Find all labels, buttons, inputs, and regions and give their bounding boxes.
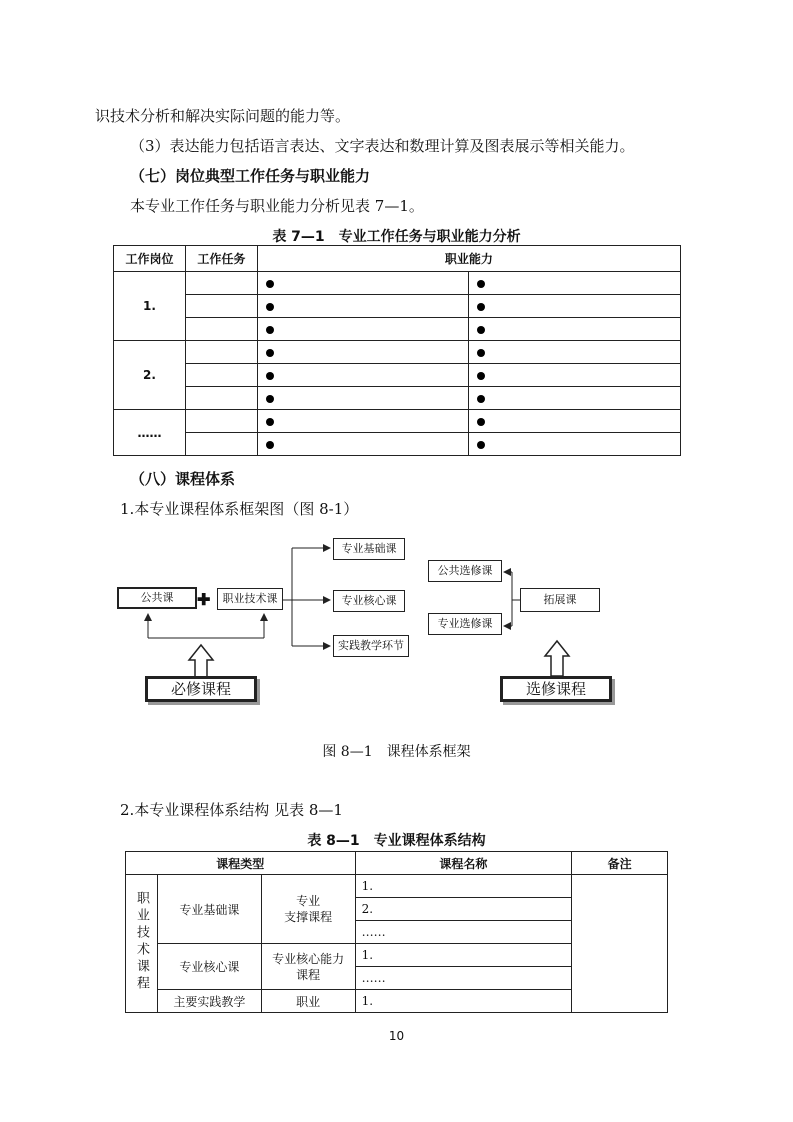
type-practice: 主要实践教学 (157, 990, 261, 1013)
table-7-1-caption: 表 7—1 专业工作任务与职业能力分析 (272, 229, 521, 245)
course-name-cell: 1. (355, 990, 572, 1013)
course-name-cell: 1. (355, 875, 572, 898)
paragraph-table-ref: 本专业工作任务与职业能力分析见表 7—1。 (130, 197, 424, 215)
course-name-cell: 2. (355, 898, 572, 921)
type-basic: 专业基础课 (157, 875, 261, 944)
sub-practice: 职业 (261, 990, 355, 1013)
page-number: 10 (388, 1029, 405, 1043)
paragraph-structure: 2.本专业课程体系结构 见表 8—1 (120, 801, 343, 819)
header-course-name: 课程名称 (355, 852, 572, 875)
course-name-cell: 1. (355, 944, 572, 967)
category-cell (126, 875, 158, 1013)
paragraph-expression-ability: （3）表达能力包括语言表达、文字表达和数理计算及图表展示等相关能力。 (130, 137, 635, 155)
course-name-cell: …… (355, 967, 572, 990)
section-heading-7: （七）岗位典型工作任务与职业能力 (130, 167, 371, 185)
course-name-cell: …… (355, 921, 572, 944)
required-courses-box: 必修课程 (145, 676, 257, 702)
paragraph-continuation: 识技术分析和解决实际问题的能力等。 (95, 107, 351, 125)
type-core: 专业核心课 (157, 944, 261, 990)
sub-basic: 专业 支撑课程 (261, 875, 355, 944)
position-cell: …… (114, 410, 186, 456)
basic-course-box: 专业基础课 (333, 538, 405, 560)
vocational-course-box: 职业技术课 (217, 588, 283, 610)
position-cell: 1. (114, 272, 186, 341)
public-course-box: 公共课 (117, 587, 197, 609)
header-remark: 备注 (572, 852, 668, 875)
elective-courses-box: 选修课程 (500, 676, 612, 702)
table-8-1 (125, 851, 668, 1013)
major-elective-box: 专业选修课 (428, 613, 502, 635)
position-cell: 2. (114, 341, 186, 410)
category-label: 职业技术课程 (133, 891, 149, 993)
header-position: 工作岗位 (114, 246, 186, 272)
sub-core: 专业核心能力 课程 (261, 944, 355, 990)
paragraph-framework: 1.本专业课程体系框架图（图 8-1） (120, 500, 359, 518)
header-course-type: 课程类型 (126, 852, 356, 875)
plus-icon: ✚ (197, 590, 211, 609)
practice-box: 实践教学环节 (333, 635, 409, 657)
table-8-1-caption: 表 8—1 专业课程体系结构 (307, 833, 486, 849)
extension-course-box: 拓展课 (520, 588, 600, 612)
figure-8-1-caption: 图 8—1 课程体系框架 (322, 744, 471, 760)
remark-cell (572, 875, 668, 1013)
core-course-box: 专业核心课 (333, 590, 405, 612)
header-ability: 职业能力 (257, 246, 680, 272)
header-task: 工作任务 (185, 246, 257, 272)
public-elective-box: 公共选修课 (428, 560, 502, 582)
section-heading-8: （八）课程体系 (130, 470, 236, 488)
